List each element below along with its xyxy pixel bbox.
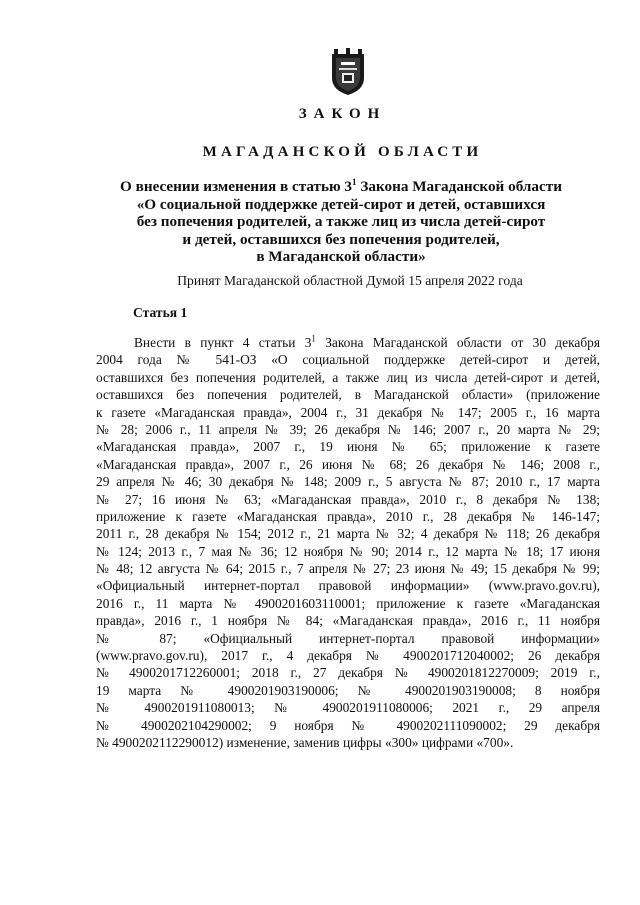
- body-line: 2011 г., 28 декабря № 154; 2012 г., 21 марта № 32; 4 декабря № 118; 26 декабря: [96, 526, 600, 542]
- body-line: № 4900201712260001; 2018 г., 27 декабря № 4900201812270009; 2019 г.,: [96, 665, 600, 681]
- law-subject-heading: [90, 178, 592, 266]
- body-line: № 87; «Официальный интернет-портал правовой информации»: [96, 630, 600, 646]
- subject-line-5: в Магаданской области»: [256, 248, 426, 266]
- subject-line-4: и детей, оставшихся без попечения родителей,: [182, 230, 500, 248]
- body-line: № 4900202112290012) изменение, заменив цифры «300» цифрами «700».: [96, 734, 514, 750]
- body-line: правда», 2016 г., 1 ноября № 84; «Магаданская правда», 2016 г., 11 ноября: [96, 613, 600, 629]
- document-type-title: ЗАКОН: [298, 106, 387, 122]
- body-line: 29 апреля № 46; 30 декабря № 148; 2009 г., 5 августа № 87; 2010 г., 17 марта: [96, 474, 600, 490]
- body-line: «Магаданская правда», 2007 г., 19 июня № 65; приложение к газете: [96, 439, 600, 455]
- body-line: 19 марта № 4900201903190006; № 4900201903190008; 8 ноября: [96, 682, 600, 698]
- body-line: № 4900201911080013; № 4900201911080006; 2021 г., 29 апреля: [96, 700, 600, 716]
- body-line: оставшихся без попечения родителей, в Магаданской области» (приложение: [96, 387, 600, 403]
- body-line: Внести в пункт 4 статьи $3^1$ Закона Магаданской области от 30 декабря: [134, 333, 600, 350]
- subject-line-3: без попечения родителей, а также лиц из числа детей-сирот: [136, 213, 546, 231]
- body-line: 2016 г., 11 марта № 4900201603110001; приложение к газете «Магаданская: [96, 595, 600, 611]
- body-line: № 48; 12 августа № 64; 2015 г., 7 апреля № 27; 23 июня № 49; 15 декабря № 99;: [96, 561, 600, 577]
- article-body: [96, 334, 600, 751]
- body-line: (www.pravo.gov.ru), 2017 г., 4 декабря № 4900201712040002; 26 декабря: [96, 648, 600, 664]
- body-line: 2004 года № 541-ОЗ «О социальной поддержке детей-сирот и детей,: [96, 352, 600, 368]
- article-heading: Статья 1: [133, 305, 188, 320]
- body-line: к газете «Магаданская правда», 2004 г., 31 декабря № 147; 2005 г., 16 марта: [96, 404, 600, 420]
- body-line: приложение к газете «Магаданская правда», 2010 г., 28 декабря № 146-147;: [96, 508, 600, 524]
- subject-line-1: О внесении изменения в статью $3^1$ Закона Магаданской области: [120, 176, 562, 195]
- subject-line-2: «О социальной поддержке детей-сирот и детей, оставшихся: [136, 195, 546, 213]
- body-line: № 124; 2013 г., 7 мая № 36; 12 ноября № 90; 2014 г., 12 марта № 18; 17 июня: [96, 543, 600, 559]
- coat-of-arms-icon: [330, 48, 366, 96]
- body-line: «Магаданская правда», 2007 г., 26 июня № 68; 26 декабря № 146; 2008 г.,: [96, 456, 600, 472]
- body-line: оставшихся без попечения родителей, а также лиц из числа детей-сирот и детей,: [96, 369, 600, 385]
- adoption-note: Принят Магаданской областной Думой 15 апреля 2022 года: [177, 273, 523, 288]
- body-line: № 28; 2006 г., 11 апреля № 39; 26 декабря № 146; 2007 г., 20 марта № 29;: [96, 421, 600, 437]
- body-line: № 27; 16 июня № 63; «Магаданская правда», 2010 г., 8 декабря № 138;: [96, 491, 600, 507]
- body-line: «Официальный интернет-портал правовой информации» (www.pravo.gov.ru),: [96, 578, 600, 594]
- region-title: МАГАДАНСКОЙ ОБЛАСТИ: [202, 144, 483, 160]
- body-line: № 4900202104290002; 9 ноября № 4900202111090002; 29 декабря: [96, 717, 600, 733]
